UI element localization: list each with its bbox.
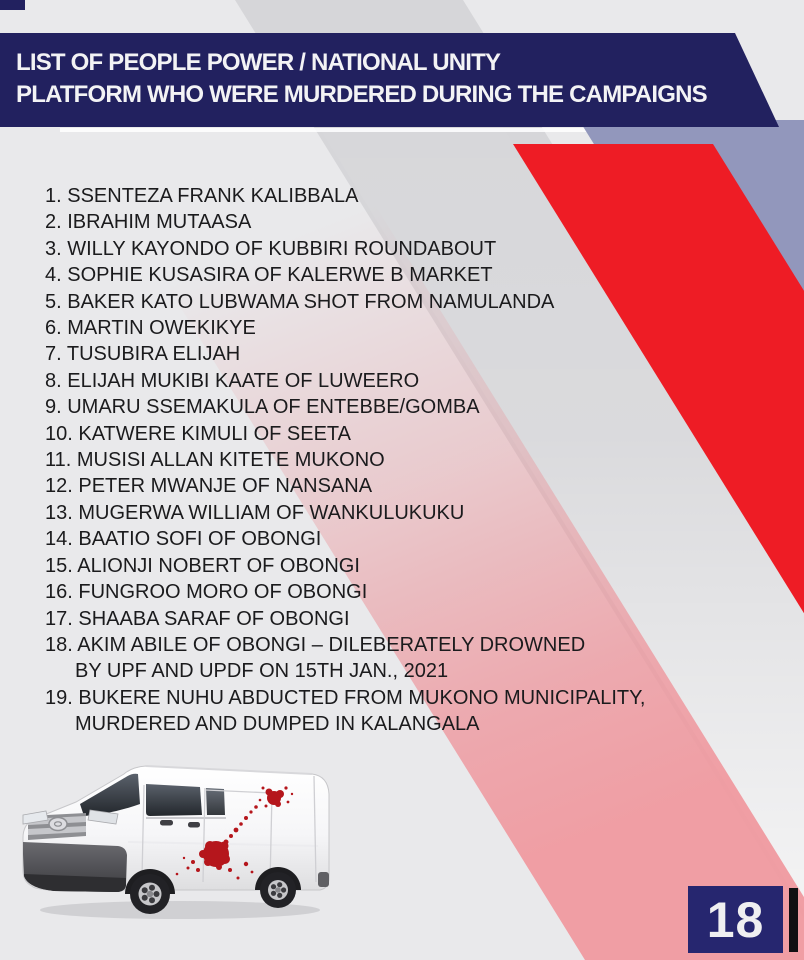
badge-divider-bar [789,888,798,952]
murder-list [45,183,695,738]
list-item [45,236,695,262]
list-item [45,315,695,341]
list-item [45,421,695,447]
list-item-text: 6. MARTIN OWEKIKYE [45,317,256,340]
list-item-text: 8. ELIJAH MUKIBI KAATE OF LUWEERO [45,369,420,392]
list-item-text: 16. FUNGROO MORO OF OBONGI [45,581,368,604]
rear-wheel [260,872,296,908]
title-line-1: LIST OF PEOPLE POWER / NATIONAL UNITY [16,49,501,76]
list-item [45,183,695,209]
van-illustration [20,758,342,938]
list-item-text: 13. MUGERWA WILLIAM OF WANKULUKUKU [45,501,465,524]
list-item [45,606,695,632]
title-line-2: PLATFORM WHO WERE MURDERED DURING THE CAMPAIGNS [16,81,707,108]
list-item-continuation: MURDERED AND DUMPED IN KALANGALA [75,713,480,736]
list-item-text: 12. PETER MWANJE OF NANSANA [45,475,373,498]
list-item-text: 14. BAATIO SOFI OF OBONGI [45,528,322,551]
vent-window [206,788,225,815]
list-item [45,632,695,685]
list-item [45,341,695,367]
list-item [45,368,695,394]
list-item-text: 5. BAKER KATO LUBWAMA SHOT FROM NAMULANDA [45,290,555,313]
list-item-text: 17. SHAABA SARAF OF OBONGI [45,607,350,630]
brand-emblem [49,818,67,831]
list-item-text: 1. SSENTEZA FRANK KALIBBALA [45,185,359,207]
list-item-text: 11. MUSISI ALLAN KITETE MUKONO [45,449,385,472]
list-item [45,526,695,552]
door-handle-sliding [188,822,200,828]
rear-bumper [318,872,329,887]
list-item-text: 7. TUSUBIRA ELIJAH [45,343,241,366]
door-handle-front [160,820,173,826]
list-item-continuation: BY UPF AND UPDF ON 15TH JAN., 2021 [75,660,449,683]
list-item-text: 4. SOPHIE KUSASIRA OF KALERWE B MARKET [45,264,493,287]
list-item [45,473,695,499]
driver-window [146,784,202,816]
list-item [45,447,695,473]
list-item-text: 9. UMARU SSEMAKULA OF ENTEBBE/GOMBA [45,396,480,419]
list-item-text: 19. BUKERE NUHU ABDUCTED FROM MUKONO MUNICIPALITY, [45,686,646,709]
front-wheel [130,874,170,914]
list-item [45,500,695,526]
list-item-text: 10. KATWERE KIMULI OF SEETA [45,422,351,445]
page-number-badge: 18 [688,886,783,953]
corner-navy-chip [0,0,25,10]
list-item-text: 3. WILLY KAYONDO OF KUBBIRI ROUNDABOUT [45,237,497,260]
list-item-text: 18. AKIM ABILE OF OBONGI – DILEBERATELY DROWNED [45,633,586,656]
page-title [16,47,707,111]
list-item [45,289,695,315]
list-item [45,553,695,579]
list-item [45,394,695,420]
list-item [45,262,695,288]
list-item [45,209,695,235]
list-item-text: 15. ALIONJI NOBERT OF OBONGI [45,554,360,577]
list-item [45,685,695,738]
list-item-text: 2. IBRAHIM MUTAASA [45,211,252,234]
list-item [45,579,695,605]
